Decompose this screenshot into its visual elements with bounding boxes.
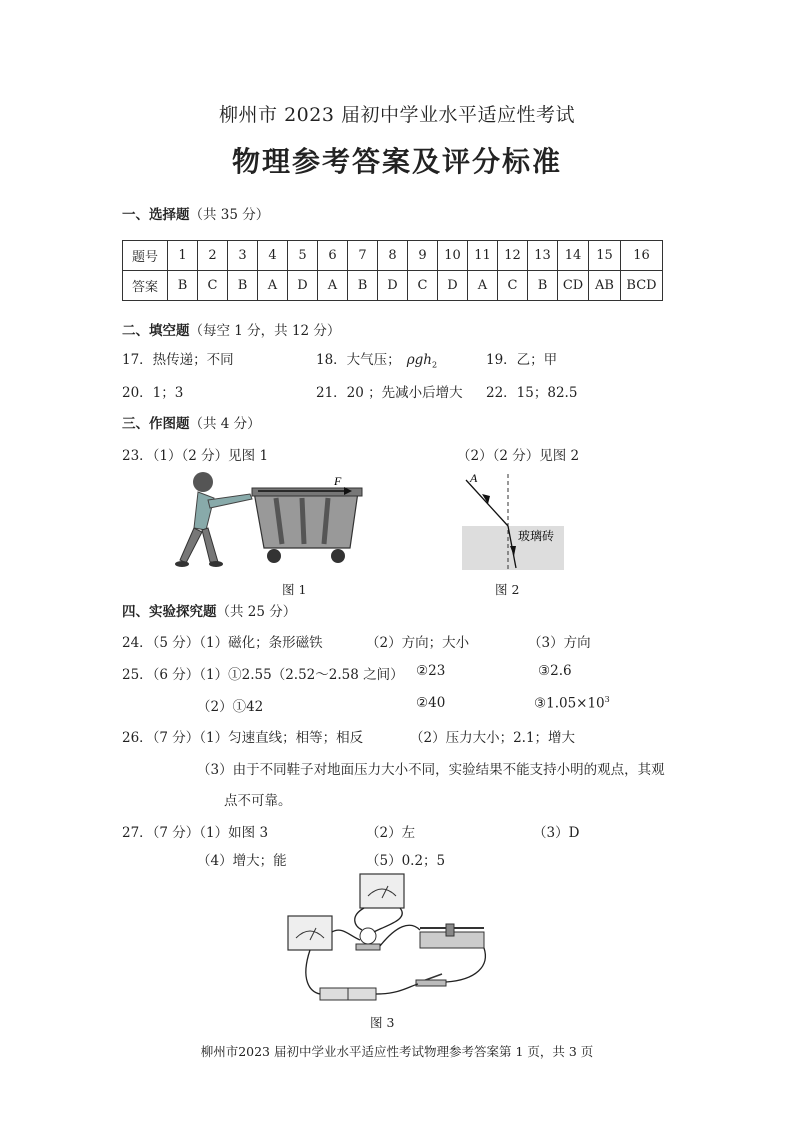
answer-20: 20．1；3 bbox=[122, 385, 184, 401]
table-cell: A bbox=[318, 271, 348, 301]
answer-25-line2: （2）①42 bbox=[197, 699, 264, 715]
table-cell: 15 bbox=[589, 241, 621, 271]
wire bbox=[380, 925, 420, 946]
person-head bbox=[193, 472, 213, 492]
cart-wheel bbox=[331, 549, 345, 563]
figure-3-caption: 图 3 bbox=[370, 1015, 395, 1030]
answer-25-item6 bbox=[534, 695, 610, 712]
answer-22: 22．15；82.5 bbox=[486, 385, 578, 401]
voltmeter bbox=[360, 874, 404, 908]
section4-heading-text: 四、实验探究题 bbox=[122, 604, 217, 620]
incident-ray bbox=[466, 480, 508, 526]
figure-2-refraction bbox=[458, 470, 568, 574]
wire bbox=[332, 930, 360, 940]
table-cell: B bbox=[348, 271, 378, 301]
table-cell: 2 bbox=[198, 241, 228, 271]
force-label: F bbox=[334, 474, 342, 488]
table-cell: D bbox=[378, 271, 408, 301]
answer-25-item5: ②40 bbox=[416, 695, 446, 711]
table-cell: 13 bbox=[528, 241, 558, 271]
answer-18 bbox=[316, 348, 437, 370]
table-cell: B bbox=[228, 271, 258, 301]
answer-25-line1: 25．（6 分）（1）①2.55（2.52～2.58 之间） bbox=[122, 667, 404, 683]
table-cell: A bbox=[468, 271, 498, 301]
answer-24-part3: （3）方向 bbox=[528, 635, 591, 651]
table-cell: 11 bbox=[468, 241, 498, 271]
answer-24: 24．（5 分）（1）磁化；条形磁铁 bbox=[122, 635, 323, 651]
switch-base bbox=[416, 980, 446, 986]
table-cell: 14 bbox=[558, 241, 589, 271]
table-cell: D bbox=[288, 271, 318, 301]
section4-note: （共 25 分） bbox=[216, 604, 297, 620]
section3-heading bbox=[122, 412, 261, 432]
answer-25-exponent: 3 bbox=[604, 695, 610, 704]
table-cell: 3 bbox=[228, 241, 258, 271]
section3-heading-text: 三、作图题 bbox=[122, 416, 190, 432]
table-cell: B bbox=[168, 271, 198, 301]
table-cell: A bbox=[258, 271, 288, 301]
wire bbox=[376, 984, 418, 994]
wire bbox=[446, 948, 485, 982]
table-cell: B bbox=[528, 271, 558, 301]
table-cell: 10 bbox=[438, 241, 468, 271]
answer-18-text: 18．大气压； bbox=[316, 352, 401, 368]
table-cell: 16 bbox=[621, 241, 663, 271]
answer-table bbox=[122, 240, 663, 301]
table-cell: 9 bbox=[408, 241, 438, 271]
answer-26-part2: （2）压力大小；2.1；增大 bbox=[410, 730, 576, 746]
answer-23-part2: （2）（2 分）见图 2 bbox=[457, 448, 580, 464]
person-body bbox=[194, 492, 214, 530]
section1-note: （共 35 分） bbox=[189, 207, 270, 223]
wire bbox=[306, 950, 320, 994]
answer-18-subscript: 2 bbox=[431, 360, 438, 370]
table-cell: 7 bbox=[348, 241, 378, 271]
answer-27-part2: （2）左 bbox=[366, 825, 416, 841]
answer-26-part3-cont: 点不可靠。 bbox=[224, 793, 292, 809]
table-cell: 4 bbox=[258, 241, 288, 271]
answer-27-part3: （3）D bbox=[533, 825, 580, 841]
table-cell: 8 bbox=[378, 241, 408, 271]
answer-24-part2: （2）方向；大小 bbox=[366, 635, 470, 651]
person-leg-back bbox=[180, 528, 202, 563]
figure-1-caption: 图 1 bbox=[282, 582, 307, 597]
rheostat-slider bbox=[446, 924, 454, 936]
section1-heading-text: 一、选择题 bbox=[122, 207, 190, 223]
exam-title: 柳州市 2023 届初中学业水平适应性考试 bbox=[219, 104, 575, 126]
row-label-answer: 答案 bbox=[123, 271, 168, 301]
wire bbox=[355, 908, 364, 930]
table-cell: 1 bbox=[168, 241, 198, 271]
answer-23-part1: 23．（1）（2 分）见图 1 bbox=[122, 448, 269, 464]
table-row-numbers bbox=[123, 241, 663, 271]
answer-19: 19．乙；甲 bbox=[486, 352, 558, 368]
row-label-question: 题号 bbox=[123, 241, 168, 271]
page-footer: 柳州市2023 届初中学业水平适应性考试物理参考答案第 1 页，共 3 页 bbox=[200, 1044, 594, 1059]
section3-note: （共 4 分） bbox=[189, 416, 261, 432]
table-cell: C bbox=[408, 271, 438, 301]
person-shoe bbox=[175, 561, 189, 567]
answer-18-formula: ρgh bbox=[406, 352, 432, 368]
answer-27-part4: （4）增大；能 bbox=[197, 853, 287, 869]
cart-wheel bbox=[267, 549, 281, 563]
answer-26-line1: 26．（7 分）（1）匀速直线；相等；相反 bbox=[122, 730, 364, 746]
table-cell: CD bbox=[558, 271, 589, 301]
answer-25-item2: ②23 bbox=[416, 663, 446, 679]
section1-heading bbox=[122, 203, 269, 223]
answer-21: 21．20 ；先减小后增大 bbox=[316, 385, 463, 401]
person-arm bbox=[208, 494, 252, 508]
section2-heading-text: 二、填空题 bbox=[122, 323, 190, 339]
bulb bbox=[360, 928, 376, 944]
table-row-answers bbox=[123, 271, 663, 301]
person-shoe bbox=[209, 561, 223, 567]
glass-label: 玻璃砖 bbox=[518, 529, 555, 543]
table-cell: C bbox=[498, 271, 528, 301]
section4-heading bbox=[122, 600, 296, 620]
table-cell: D bbox=[438, 271, 468, 301]
table-cell: AB bbox=[589, 271, 621, 301]
table-cell: C bbox=[198, 271, 228, 301]
section2-heading bbox=[122, 319, 340, 339]
answer-26-part3: （3）由于不同鞋子对地面压力大小不同，实验结果不能支持小明的观点，其观 bbox=[197, 762, 665, 778]
table-cell: BCD bbox=[621, 271, 663, 301]
table-cell: 12 bbox=[498, 241, 528, 271]
point-a-label: A bbox=[470, 471, 478, 485]
figure-1-push-cart bbox=[172, 468, 372, 576]
section2-note: （每空 1 分，共 12 分） bbox=[189, 323, 341, 339]
table-cell: 6 bbox=[318, 241, 348, 271]
answer-key-title: 物理参考答案及评分标准 bbox=[231, 145, 562, 178]
ammeter bbox=[288, 916, 332, 950]
table-cell: 5 bbox=[288, 241, 318, 271]
answer-25-item3: ③2.6 bbox=[538, 663, 572, 679]
figure-2-caption: 图 2 bbox=[495, 582, 520, 597]
answer-17: 17．热传递；不同 bbox=[122, 352, 234, 368]
figure-3-circuit bbox=[280, 870, 496, 1010]
answer-25-density: ③1.05×10 bbox=[534, 695, 605, 712]
person-leg-front bbox=[202, 528, 218, 562]
answer-27-line1: 27．（7 分）（1）如图 3 bbox=[122, 825, 269, 841]
bulb-base bbox=[356, 944, 380, 950]
answer-27-part5: （5）0.2；5 bbox=[366, 853, 446, 869]
